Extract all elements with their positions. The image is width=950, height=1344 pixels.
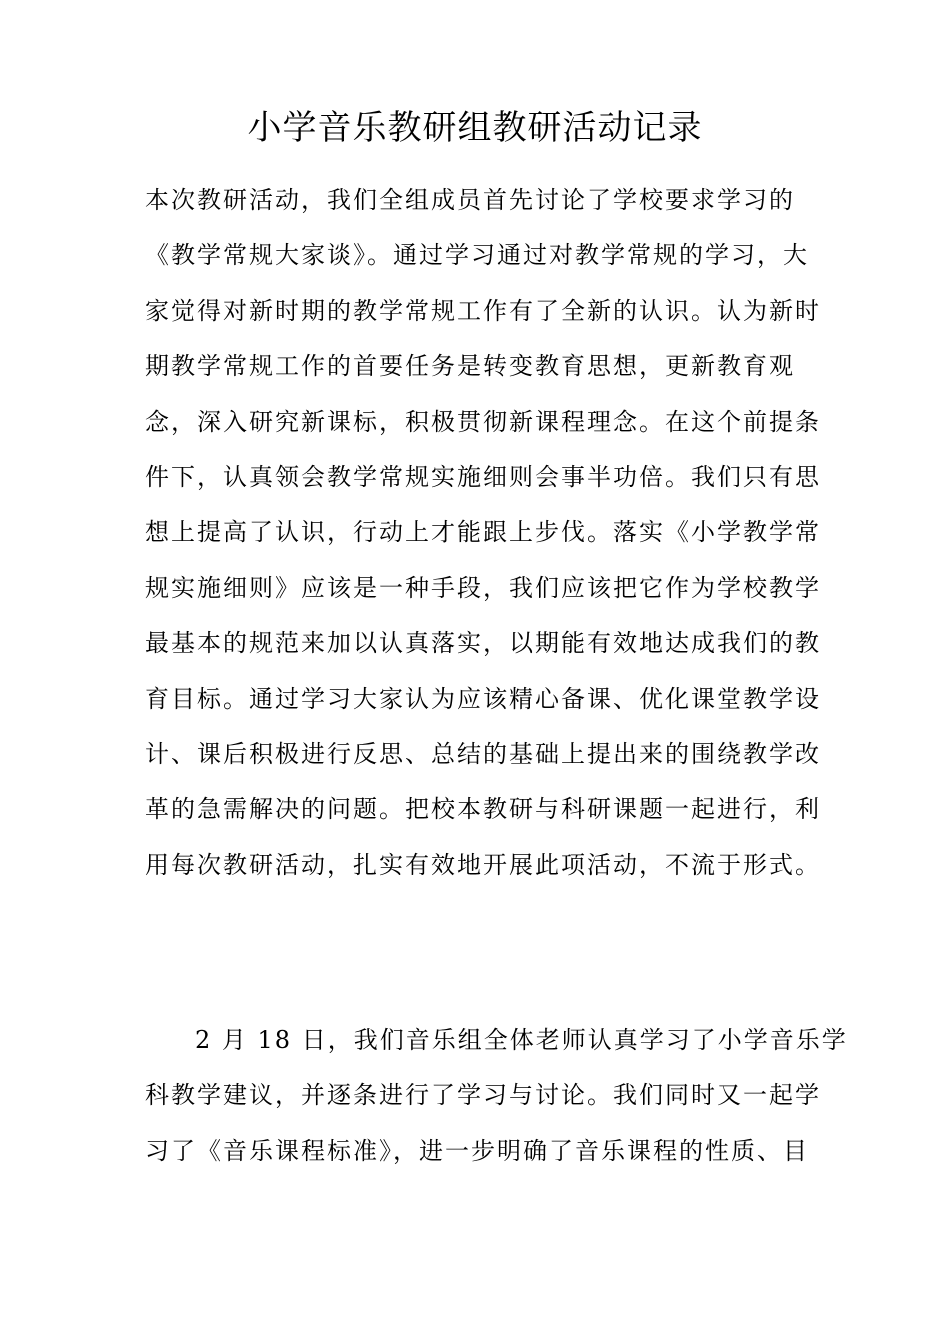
paragraph-line: 2 月 18 日，我们音乐组全体老师认真学习了小学音乐学 — [195, 1026, 848, 1054]
paragraph-line: 件下，认真领会教学常规实施细则会事半功倍。我们只有思 — [145, 463, 821, 492]
paragraph-line: 计、课后积极进行反思、总结的基础上提出来的围绕教学改 — [145, 740, 821, 769]
paragraph-line: 革的急需解决的问题。把校本教研与科研课题一起进行，利 — [145, 795, 821, 824]
paragraph-line: 习了《音乐课程标准》，进一步明确了音乐课程的性质、目 — [145, 1136, 809, 1165]
paragraph-line: 用每次教研活动，扎实有效地开展此项活动，不流于形式。 — [145, 850, 821, 879]
paragraph-2 — [145, 1013, 848, 1179]
paragraph-line: 念，深入研究新课标，积极贯彻新课程理念。在这个前提条 — [145, 407, 821, 436]
paragraph-line: 想上提高了认识，行动上才能跟上步伐。落实《小学教学常 — [145, 518, 821, 547]
paragraph-line: 期教学常规工作的首要任务是转变教育思想，更新教育观 — [145, 352, 795, 381]
paragraph-line: 育目标。通过学习大家认为应该精心备课、优化课堂教学设 — [145, 684, 821, 713]
paragraph-line: 规实施细则》应该是一种手段，我们应该把它作为学校教学 — [145, 573, 821, 602]
paragraph-line: 科教学建议，并逐条进行了学习与讨论。我们同时又一起学 — [145, 1081, 821, 1110]
paragraph-line: 最基本的规范来加以认真落实，以期能有效地达成我们的教 — [145, 629, 821, 658]
paragraph-line: 《教学常规大家谈》。通过学习通过对教学常规的学习，大 — [145, 241, 809, 270]
document-title: 小学音乐教研组教研活动记录 — [247, 108, 703, 148]
paragraph-line: 家觉得对新时期的教学常规工作有了全新的认识。认为新时 — [145, 296, 821, 325]
paragraph-1 — [145, 173, 845, 893]
paragraph-line: 本次教研活动，我们全组成员首先讨论了学校要求学习的 — [145, 186, 795, 214]
